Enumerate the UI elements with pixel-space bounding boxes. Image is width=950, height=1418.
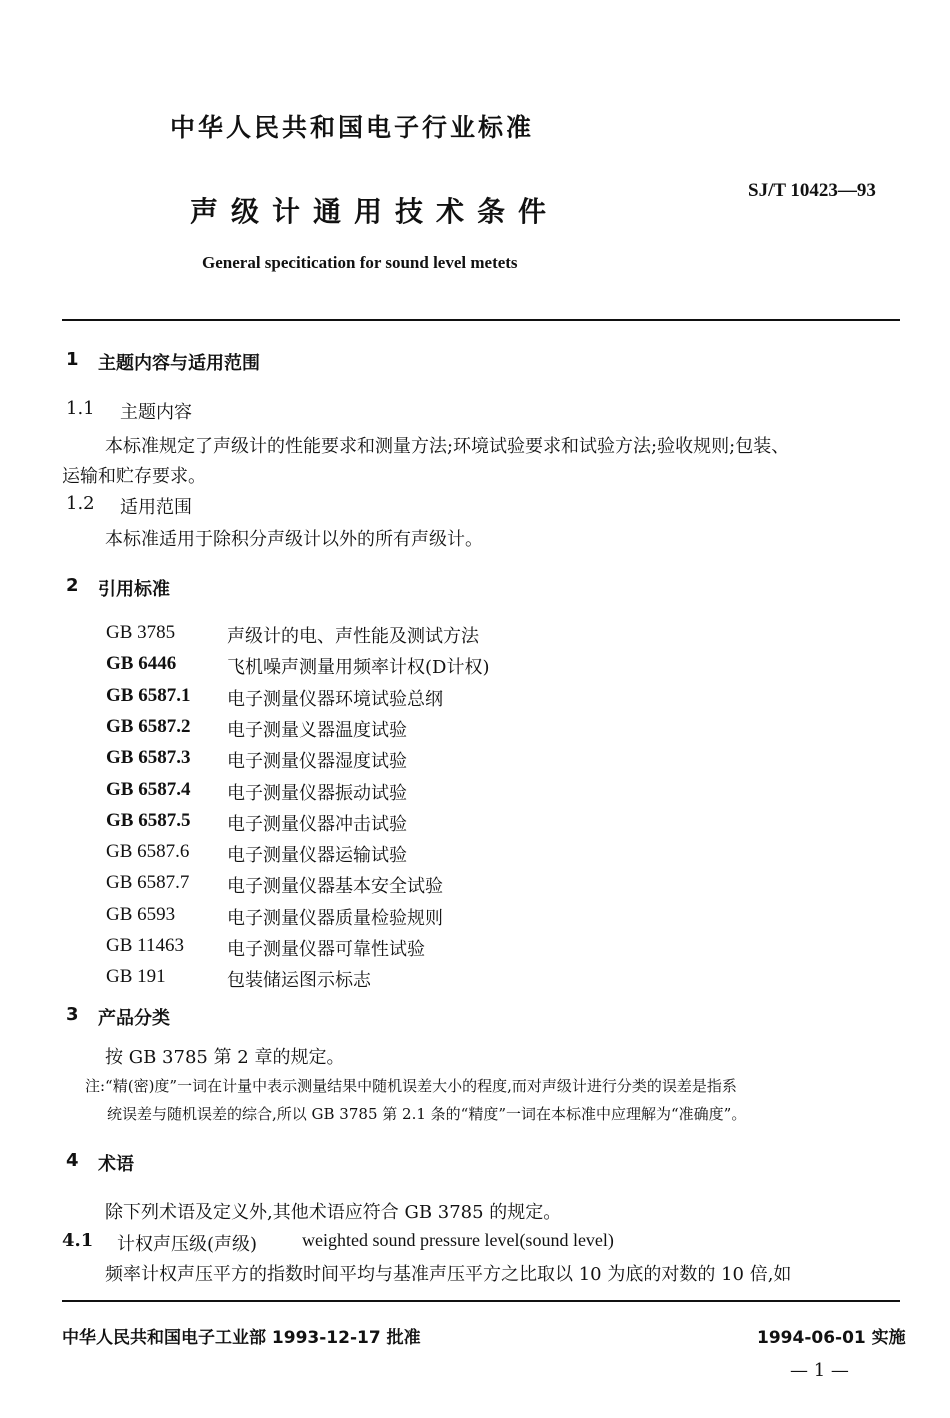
section-1-2-title: 适用范围 — [120, 497, 192, 518]
section-4-title: 术语 — [98, 1154, 134, 1175]
reference-code: GB 6593 — [106, 903, 176, 925]
paragraph: 本标准规定了声级计的性能要求和测量方法;环境试验要求和试验方法;验收规则;包装、 — [105, 436, 790, 457]
reference-name: 电子测量仪器湿度试验 — [227, 751, 407, 773]
reference-name: 电子测量仪器环境试验总纲 — [227, 688, 443, 710]
reference-name: 电子测量仪器冲击试验 — [227, 813, 407, 835]
reference-name: 电子测量义器温度试验 — [227, 719, 407, 741]
section-1-title: 主题内容与适用范围 — [98, 353, 260, 374]
reference-code: GB 6587.7 — [106, 872, 190, 894]
reference-code: GB 6587.5 — [106, 809, 191, 831]
section-2-title: 引用标准 — [98, 579, 170, 600]
reference-code: GB 3785 — [106, 622, 176, 643]
paragraph: 运输和贮存要求。 — [62, 466, 206, 487]
note: 统误差与随机误差的综合,所以 GB 3785 第 2.1 条的“精度”一词在本标准中应理解为“准确度”。 — [107, 1105, 747, 1123]
reference-code: GB 6587.4 — [106, 778, 191, 800]
section-1-2-number: 1.2 — [66, 493, 95, 514]
section-4-1-title-en: weighted sound pressure level(sound level) — [302, 1230, 614, 1250]
section-4-1-number: 4.1 — [62, 1230, 94, 1251]
reference-code: GB 11463 — [106, 935, 184, 956]
approval-text: 中华人民共和国电子工业部 1993-12-17 批准 — [62, 1328, 421, 1348]
section-1-1-title: 主题内容 — [120, 402, 192, 423]
reference-name: 电子测量仪器运输试验 — [227, 845, 407, 867]
reference-name: 电子测量仪器振动试验 — [227, 782, 407, 804]
effective-date: 1994-06-01 实施 — [757, 1328, 906, 1348]
reference-name: 飞机噪声测量用频率计权(D计权) — [227, 657, 490, 679]
page-number: — 1 — — [790, 1360, 849, 1381]
section-1-1-number: 1.1 — [66, 398, 95, 419]
paragraph: 除下列术语及定义外,其他术语应符合 GB 3785 的规定。 — [105, 1202, 562, 1223]
note: 注:“精(密)度”一词在计量中表示测量结果中随机误差大小的程度,而对声级计进行分类的误差是指系 — [85, 1077, 737, 1095]
section-4-number: 4 — [66, 1150, 79, 1171]
reference-code: GB 6587.3 — [106, 747, 191, 769]
paragraph: 频率计权声压平方的指数时间平均与基准声压平方之比取以 10 为底的对数的 10 倍,如 — [105, 1264, 792, 1285]
reference-name: 包装储运图示标志 — [227, 970, 371, 992]
footer-divider — [62, 1300, 900, 1302]
header-divider — [62, 319, 900, 321]
reference-code: GB 191 — [106, 966, 166, 988]
paragraph: 本标准适用于除积分声级计以外的所有声级计。 — [105, 529, 483, 550]
org-standard-heading: 中华人民共和国电子行业标准 — [170, 113, 535, 142]
reference-name: 电子测量仪器质量检验规则 — [227, 907, 443, 929]
section-3-number: 3 — [66, 1004, 79, 1025]
section-1-number: 1 — [66, 349, 79, 370]
section-4-1-title: 计权声压级(声级) — [117, 1234, 258, 1255]
reference-name: 声级计的电、声性能及测试方法 — [227, 626, 479, 647]
reference-name: 电子测量仪器可靠性试验 — [227, 939, 425, 960]
document-title: 声级计通用技术条件 — [190, 195, 560, 228]
section-2-number: 2 — [66, 575, 79, 596]
reference-code: GB 6587.1 — [106, 684, 191, 706]
english-subtitle: General specitication for sound level metets — [202, 253, 518, 272]
section-3-title: 产品分类 — [98, 1008, 170, 1029]
reference-code: GB 6587.6 — [106, 841, 190, 863]
paragraph: 按 GB 3785 第 2 章的规定。 — [105, 1047, 345, 1068]
standard-code: SJ/T 10423—93 — [748, 180, 876, 201]
reference-name: 电子测量仪器基本安全试验 — [227, 876, 443, 898]
reference-code: GB 6446 — [106, 653, 177, 675]
reference-code: GB 6587.2 — [106, 715, 191, 737]
